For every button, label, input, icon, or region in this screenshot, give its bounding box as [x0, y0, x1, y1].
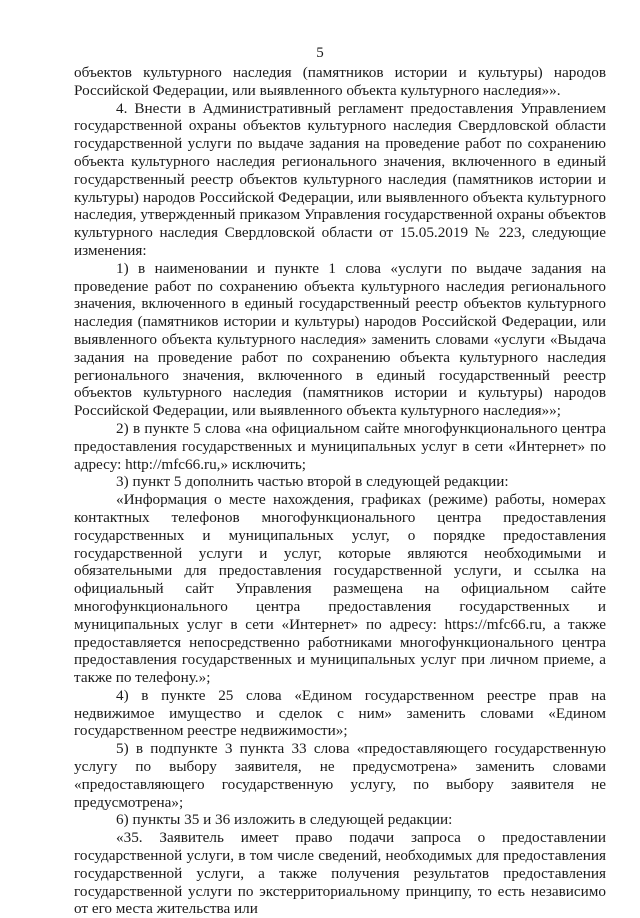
paragraph: 1) в наименовании и пункте 1 слова «услуги по выдаче задания на проведение работ по сохранению объекта культурного наследия регионального значения, включенного в единый государственный реестр объектов культурного наследия (памятников истории и культуры) народов Российской Федерации, или выявленного объекта культурного наследия» заменить словами «услуги «Выдача задания на проведение работ по сохранению объекта культурного наследия регионального значения, включенного в единый государственный реестр объектов культурного наследия (памятников истории и культуры) народов Российской Федерации, или выявленного объекта культурного наследия»»; — [74, 259, 606, 420]
paragraph: объектов культурного наследия (памятников истории и культуры) народов Российской Федерации, или выявленного объекта культурного наследия»». — [74, 64, 606, 99]
paragraph: 2) в пункте 5 слова «на официальном сайте многофункционального центра предоставления государственных и муниципальных услуг в сети «Интернет» по адресу: http://mfc66.ru,» исключить; — [74, 419, 606, 473]
page-number: 5 — [316, 45, 324, 61]
paragraph: «Информация о месте нахождения, графиках (режиме) работы, номерах контактных телефонов многофункционального центра предоставления государственных и муниципальных услуг, о порядке предоставления государственной услуги и услуг, которые являются необходимыми и обязательными для предоставления государственной услуги, и ссылка на официальный сайт Управления размещена на официальном сайте многофункционального центра предоставления государственных и муниципальных услуг в сети «Интернет» по адресу: https://mfc66.ru, а также предоставляется непосредственно работниками многофункционального центра предоставления государственных и муниципальных услуг при личном приеме, а также по телефону.»; — [74, 491, 606, 687]
paragraph: 4) в пункте 25 слова «Едином государственном реестре прав на недвижимое имущество и сделок с ним» заменить словами «Едином государственном реестре недвижимости»; — [74, 686, 606, 740]
paragraph: 4. Внести в Административный регламент предоставления Управлением государственной охраны объектов культурного наследия Свердловской области государственной услуги по выдаче задания на проведение работ по сохранению объекта культурного наследия регионального значения, включенного в единый государственный реестр объектов культурного наследия (памятников истории и культуры) народов Российской Федерации, или выявленного объекта культурного наследия, утвержденный приказом Управления государственной охраны объектов культурного наследия Свердловской области от 15.05.2019 № 223, следующие изменения: — [74, 99, 606, 259]
paragraph: 3) пункт 5 дополнить частью второй в следующей редакции: — [116, 473, 509, 491]
paragraph: «35. Заявитель имеет право подачи запроса о предоставлении государственной услуги, в том числе сведений, необходимых для предоставления государственной услуги, а также получения результатов предоставления государственной услуги по экстерриториальному принципу, то есть независимо от его места жительства или — [74, 829, 606, 918]
body-text — [74, 64, 606, 918]
paragraph: 5) в подпункте 3 пункта 33 слова «предоставляющего государственную услугу по выбору заявителя, не предусмотрена» заменить словами «предоставляющего государственную услугу, по выбору заявителя не предусмотрена»; — [74, 740, 606, 811]
paragraph: 6) пункты 35 и 36 изложить в следующей редакции: — [116, 811, 453, 829]
